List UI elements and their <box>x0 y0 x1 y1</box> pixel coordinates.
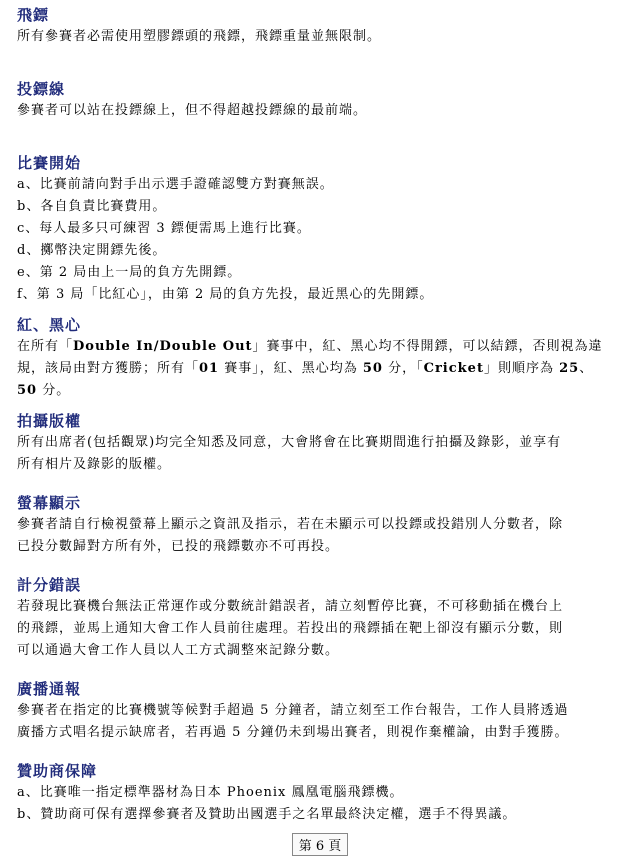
bold-term: Double In/Double Out <box>73 339 253 354</box>
text-run: 賽事」，紅、黑心均為 <box>219 361 363 376</box>
list-item: f、第 3 局「比紅心」，由第 2 局的負方先投，最近黑心的先開鏢。 <box>17 287 434 302</box>
section-filming <box>17 410 623 476</box>
list-item: a、比賽唯一指定標準器材為日本 Phoenix 鳳凰電腦飛鏢機。 <box>17 785 404 800</box>
section-text: 若發現比賽機台無法正常運作或分數統計錯誤者，請立刻暫停比賽，不可移動插在機台上 <box>17 599 564 614</box>
text-run: 」賽事中，紅、黑心均不得開鏢，可以結鏢，否則視為違 <box>252 339 603 354</box>
page-number: 第 6 頁 <box>292 833 349 856</box>
bold-term: 25 <box>559 361 580 376</box>
section-throw-line <box>17 78 623 122</box>
section-broadcast <box>17 678 623 744</box>
section-heading: 紅、黑心 <box>17 316 82 334</box>
section-scoring-error <box>17 574 623 662</box>
list-item: e、第 2 局由上一局的負方先開鏢。 <box>17 265 242 280</box>
list-item: a、比賽前請向對手出示選手證確認雙方對賽無誤。 <box>17 177 334 192</box>
section-heading: 投鏢線 <box>17 80 66 98</box>
section-text <box>17 336 623 402</box>
text-run: 分，「 <box>382 361 424 376</box>
section-text: 參賽者在指定的比賽機號等候對手超過 5 分鐘者，請立刻至工作台報告，工作人員將透過 <box>17 703 569 718</box>
bold-term: 01 <box>199 361 220 376</box>
text-run: 分。 <box>37 383 71 398</box>
list-item: b、贊助商可保有選擇參賽者及贊助出國選手之名單最終決定權，選手不得異議。 <box>17 807 517 822</box>
section-heading: 螢幕顯示 <box>17 494 82 512</box>
section-text: 所有參賽者必需使用塑膠鏢頭的飛鏢，飛鏢重量並無限制。 <box>17 29 382 44</box>
text-run: 在所有「 <box>17 339 74 354</box>
section-text: 廣播方式唱名提示缺席者，若再過 5 分鐘仍未到場出賽者，則視作棄權論，由對手獲勝。 <box>17 725 569 740</box>
list-item: d、擲幣決定開鏢先後。 <box>17 243 167 258</box>
rules-content <box>17 4 623 826</box>
section-heading: 贊助商保障 <box>17 762 98 780</box>
list-item: c、每人最多只可練習 3 鏢便需馬上進行比賽。 <box>17 221 311 236</box>
section-heading: 飛鏢 <box>17 6 50 24</box>
section-text: 參賽者請自行檢視螢幕上顯示之資訊及指示，若在未顯示可以投鏢或投錯別人分數者，除 <box>17 517 564 532</box>
section-text: 所有出席者(包括觀眾)均完全知悉及同意，大會將會在比賽期間進行拍攝及錄影，並享有 <box>17 435 562 450</box>
section-text: 參賽者可以站在投鏢線上，但不得超越投鏢線的最前端。 <box>17 103 368 118</box>
text-run: 、 <box>579 361 594 376</box>
section-bull <box>17 314 623 402</box>
section-match-start <box>17 152 623 306</box>
section-text: 可以通過大會工作人員以人工方式調整來記錄分數。 <box>17 643 340 658</box>
section-heading: 廣播通報 <box>17 680 82 698</box>
section-text: 所有相片及錄影的版權。 <box>17 457 172 472</box>
section-heading: 計分錯誤 <box>17 576 82 594</box>
section-text: 已投分數歸對方所有外，已投的飛鏢數亦不可再投。 <box>17 539 340 554</box>
text-run: 」則順序為 <box>483 361 560 376</box>
bold-term: Cricket <box>423 361 484 376</box>
page-footer <box>0 833 640 856</box>
section-heading: 比賽開始 <box>17 154 82 172</box>
section-screen-display <box>17 492 623 558</box>
section-heading: 拍攝版權 <box>17 412 82 430</box>
list-item: b、各自負責比賽費用。 <box>17 199 167 214</box>
bold-term: 50 <box>362 361 383 376</box>
section-darts <box>17 4 623 48</box>
section-sponsor <box>17 760 623 826</box>
section-text: 的飛鏢，並馬上通知大會工作人員前往處理。若投出的飛鏢插在靶上卻沒有顯示分數，則 <box>17 621 564 636</box>
text-run: 規，該局由對方獲勝；所有「 <box>17 361 200 376</box>
bold-term: 50 <box>17 383 38 398</box>
